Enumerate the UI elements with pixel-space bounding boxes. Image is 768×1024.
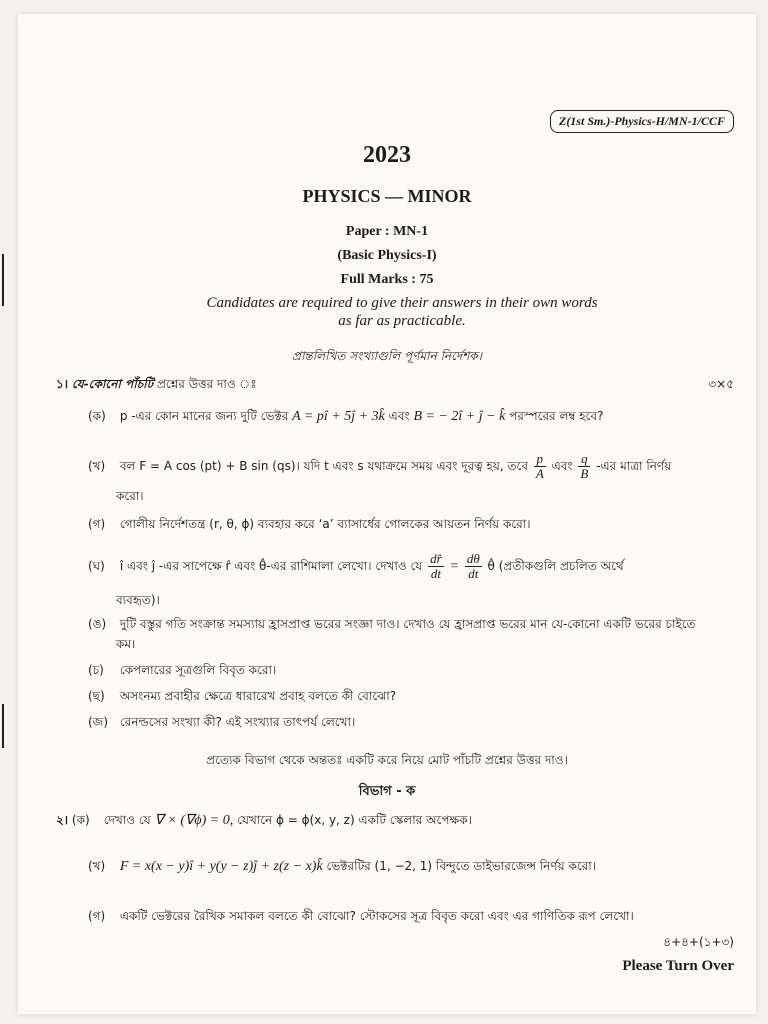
question-1-part-ja (88, 712, 355, 732)
part-text: î এবং ĵ -এর সাপেক্ষে r̂ এবং θ̂-এর রাশিমালা লেখো। দেখাও যে (119, 559, 423, 573)
part-text: দেখাও যে (103, 813, 151, 827)
question-1-part-gha (88, 552, 624, 581)
equals-sign: = (449, 559, 459, 574)
question-2-part-ga (88, 906, 634, 926)
candidate-instructions (148, 294, 656, 330)
paper-number: Paper : MN-1 (345, 224, 429, 239)
exam-page (18, 14, 756, 1014)
question-1-part-chha (88, 686, 396, 706)
question-number: ১। (56, 377, 69, 391)
subject-title: PHYSICS — MINOR (302, 186, 472, 206)
part-label: (খ) (88, 459, 106, 473)
part-label: (ক) (71, 813, 90, 827)
instruction-line: as far as practicable. (338, 313, 466, 329)
fraction-numerator: dr̂ (430, 551, 442, 566)
question-prefix: যে-কোনো পাঁচটি (71, 377, 154, 391)
vector-field-expression: F = x(x − y)î + y(y − z)ĵ + z(z − x)k̂ (119, 859, 323, 874)
part-text: এবং (388, 409, 410, 423)
page-edge-mark (2, 704, 4, 748)
exam-year: 2023 (363, 142, 411, 168)
fraction-q-over-b (578, 452, 590, 481)
instruction-line: Candidates are required to give their answers in their own words (206, 295, 598, 311)
fraction-denominator: A (535, 466, 544, 481)
part-text: বল F = A cos (pt) + B sin (qs)। যদি t এবং s যথাক্রমে সময় এবং দূরত্ব হয়, তবে (119, 459, 528, 473)
part-label: (ছ) (88, 689, 105, 703)
part-label: (জ) (88, 715, 109, 729)
part-text: গোলীয় নির্দেশতন্ত্র (r, θ, ϕ) ব্যবহার করে ‘a’ ব্যাসার্ধের গোলকের আয়তন নির্ণয় করো। (119, 517, 531, 531)
part-text: যেখানে ϕ = ϕ(x, y, z) একটি স্কেলার অপেক্ষক। (237, 813, 472, 827)
please-turn-over: Please Turn Over (622, 958, 734, 974)
question-2-part-ka (56, 810, 472, 831)
question-1-part-ga (88, 514, 531, 534)
section-heading: বিভাগ - ক (358, 784, 416, 799)
question-1-stem (56, 374, 257, 394)
part-label: (গ) (88, 517, 106, 531)
vector-b-expression: B = − 2î + ĵ − k̂ (413, 409, 506, 424)
paper-code: Z(1st Sm.)-Physics-H/MN-1/CCF (550, 110, 734, 133)
part-label: (গ) (88, 909, 106, 923)
part-label: (ক) (88, 409, 106, 423)
vector-a-expression: A = pî + 5ĵ + 3k̂ (292, 409, 385, 424)
fraction-dr-dt (428, 552, 444, 581)
part-text: ভেক্টরটির (1, −2, 1) বিন্দুতে ডাইভারজেন্স নির্ণয় করো। (326, 859, 597, 873)
part-text: একটি ভেক্টরের রৈখিক সমাকল বলতে কী বোঝো? স্টোকসের সূত্র বিবৃত করো এবং এর গাণিতিক রূপ লেখো। (119, 909, 634, 923)
part-label: (ঙ) (88, 617, 107, 631)
question-1-part-kha (88, 452, 671, 481)
part-text: -এর মাত্রা নির্ণয় (596, 459, 672, 473)
part-continuation: ব্যবহৃত)। (116, 593, 160, 607)
part-text: কেপলারের সূত্রগুলি বিবৃত করো। (119, 663, 277, 677)
fraction-denominator: dt (468, 566, 479, 581)
question-1-part-uma (88, 614, 696, 634)
part-continuation: কম। (116, 637, 136, 651)
question-1-part-ka (88, 406, 603, 427)
part-text: রেনল্ডসের সংখ্যা কী? এই সংখ্যার তাৎপর্য লেখো। (119, 715, 356, 729)
part-text: p -এর কোন মানের জন্য দুটি ভেক্টর (119, 409, 289, 423)
fraction-dtheta-dt (465, 552, 482, 581)
page-edge-mark (2, 254, 4, 306)
question-1-part-cha (88, 660, 276, 680)
paper-title: (Basic Physics-I) (337, 248, 437, 263)
fraction-p-over-a (534, 452, 546, 481)
question-2-marks: ৪+৪+(১+৩) (663, 935, 734, 949)
part-label: (ঘ) (88, 559, 105, 573)
curl-of-gradient-expression: ∇ × (∇ϕ) = 0, (154, 813, 234, 828)
part-label: (চ) (88, 663, 104, 677)
part-text: এবং (551, 459, 573, 473)
question-stem: প্রশ্নের উত্তর দাও ঃ (153, 377, 257, 391)
part-text: দুটি বস্তুর গতি সংক্রান্ত সমস্যায় হ্রাসপ্রাপ্ত ভরের সংজ্ঞা দাও। দেখাও যে হ্রাসপ্রাপ্ত ভরের মান যে-কোনো একটি ভরের চাইতে (119, 617, 696, 631)
question-2-part-kha (88, 856, 596, 877)
full-marks: Full Marks : 75 (340, 272, 434, 287)
part-text: পরস্পরের লম্ব হবে? (509, 409, 604, 423)
part-label: (খ) (88, 859, 106, 873)
section-instruction: প্রত্যেক বিভাগ থেকে অন্ততঃ একটি করে নিয়ে মোট পাঁচটি প্রশ্নের উত্তর দাও। (206, 753, 568, 767)
part-text: অসংনম্য প্রবাহীর ক্ষেত্রে ধারারেখ প্রবাহ বলতে কী বোঝো? (119, 689, 397, 703)
question-number: ২। (56, 813, 69, 827)
fraction-numerator: dθ (466, 551, 480, 566)
part-text: θ̂ (প্রতীকগুলি প্রচলিত অর্থে (487, 559, 624, 573)
fraction-denominator: dt (430, 566, 441, 581)
question-1-marks: ৩×৫ (708, 377, 734, 391)
fraction-numerator: q (578, 452, 590, 467)
part-continuation: করো। (116, 489, 144, 503)
fraction-numerator: p (534, 452, 546, 467)
fraction-denominator: B (580, 466, 589, 481)
marks-note: প্রান্তলিখিত সংখ্যাগুলি পূর্ণমান নির্দেশক। (291, 349, 482, 363)
